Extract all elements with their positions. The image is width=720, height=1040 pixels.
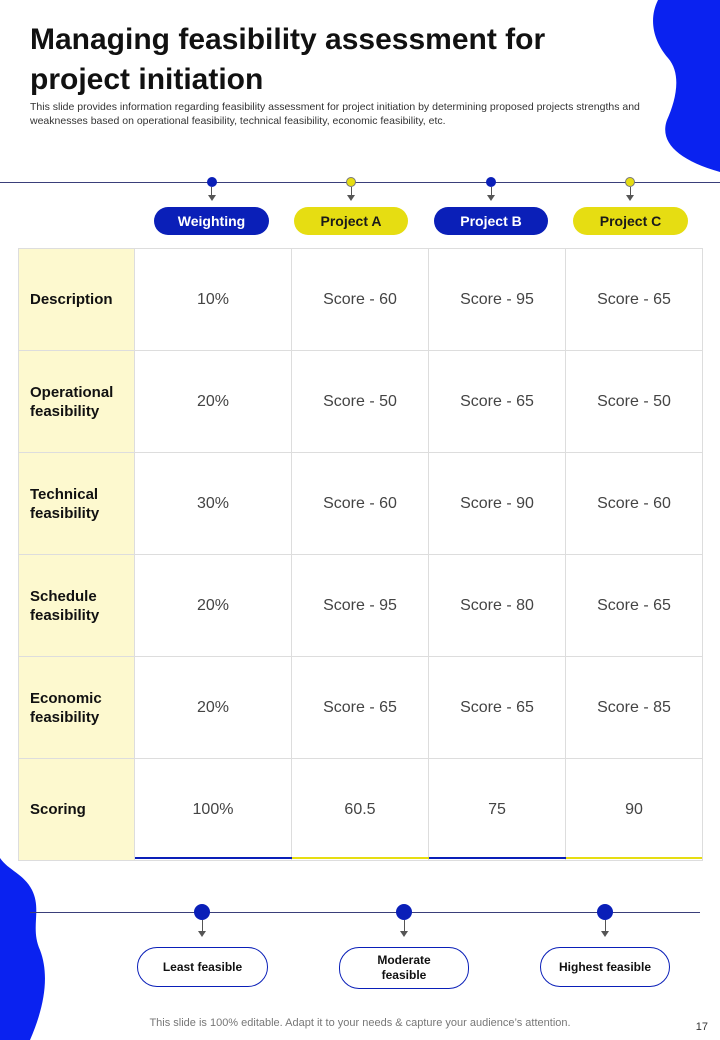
moderate-feasible-marker-dot: [396, 904, 412, 920]
project-c-connector: [630, 187, 631, 195]
project-b-column-underline: [429, 857, 566, 859]
row-label: Operational feasibility: [19, 351, 135, 453]
weighting-column-underline: [135, 857, 292, 859]
project-a-cell: Score - 60: [292, 453, 429, 555]
table-row: [19, 657, 703, 759]
weighting-cell: 30%: [135, 453, 292, 555]
weighting-marker-dot: [207, 177, 217, 187]
project-c-arrow-icon: [626, 195, 634, 201]
row-label: Scoring: [19, 759, 135, 861]
weighting-connector: [211, 187, 212, 195]
legend-highest-feasible: Highest feasible: [540, 947, 670, 987]
project-a-cell: 60.5: [292, 759, 429, 861]
header-project-a: Project A: [294, 207, 408, 235]
project-a-cell: Score - 65: [292, 657, 429, 759]
weighting-cell: 10%: [135, 249, 292, 351]
project-a-cell: Score - 50: [292, 351, 429, 453]
table-row: [19, 555, 703, 657]
top-timeline-line: [0, 182, 720, 183]
project-c-cell: Score - 50: [566, 351, 703, 453]
header-project-b: Project B: [434, 207, 548, 235]
moderate-feasible-connector: [404, 920, 405, 931]
weighting-arrow-icon: [208, 195, 216, 201]
project-b-cell: Score - 95: [429, 249, 566, 351]
page-title: Managing feasibility assessment for project initiation: [30, 23, 546, 96]
feasibility-table: [18, 248, 703, 861]
least-feasible-marker-dot: [194, 904, 210, 920]
row-label: Description: [19, 249, 135, 351]
weighting-cell: 20%: [135, 555, 292, 657]
project-c-cell: Score - 85: [566, 657, 703, 759]
weighting-cell: 20%: [135, 351, 292, 453]
top-right-blob: [650, 0, 720, 172]
legend-least-feasible: Least feasible: [137, 947, 268, 987]
highest-feasible-arrow-icon: [601, 931, 609, 937]
project-b-cell: Score - 65: [429, 351, 566, 453]
project-c-marker-dot: [625, 177, 635, 187]
legend-moderate-feasible: Moderate feasible: [339, 947, 469, 989]
project-a-cell: Score - 95: [292, 555, 429, 657]
project-b-arrow-icon: [487, 195, 495, 201]
bottom-left-blob: [0, 858, 58, 1040]
project-c-column-underline: [566, 857, 702, 859]
page-number: 17: [695, 1021, 708, 1033]
weighting-cell: 100%: [135, 759, 292, 861]
row-label: Schedule feasibility: [19, 555, 135, 657]
header-weighting: Weighting: [154, 207, 269, 235]
project-b-cell: Score - 65: [429, 657, 566, 759]
project-c-cell: Score - 65: [566, 249, 703, 351]
row-label: Economic feasibility: [19, 657, 135, 759]
row-label: Technical feasibility: [19, 453, 135, 555]
project-a-connector: [351, 187, 352, 195]
project-b-cell: Score - 90: [429, 453, 566, 555]
footer-note: This slide is 100% editable. Adapt it to your needs & capture your audience’s attention.: [149, 1017, 571, 1029]
least-feasible-arrow-icon: [198, 931, 206, 937]
project-c-cell: Score - 60: [566, 453, 703, 555]
project-b-cell: Score - 80: [429, 555, 566, 657]
highest-feasible-marker-dot: [597, 904, 613, 920]
highest-feasible-connector: [605, 920, 606, 931]
header-project-c: Project C: [573, 207, 688, 235]
table-row: [19, 351, 703, 453]
table-row: [19, 759, 703, 861]
project-b-connector: [491, 187, 492, 195]
project-c-cell: Score - 65: [566, 555, 703, 657]
moderate-feasible-arrow-icon: [400, 931, 408, 937]
table-row: [19, 249, 703, 351]
project-b-cell: 75: [429, 759, 566, 861]
project-b-marker-dot: [486, 177, 496, 187]
project-a-column-underline: [292, 857, 429, 859]
page-subtitle: This slide provides information regarding feasibility assessment for project initiation by determining proposed projects strengths and weaknesses based on operational feasibility, technical feasibility, economic feasibility, etc.: [30, 101, 640, 127]
project-a-arrow-icon: [347, 195, 355, 201]
least-feasible-connector: [202, 920, 203, 931]
project-a-marker-dot: [346, 177, 356, 187]
weighting-cell: 20%: [135, 657, 292, 759]
project-c-cell: 90: [566, 759, 703, 861]
project-a-cell: Score - 60: [292, 249, 429, 351]
table-row: [19, 453, 703, 555]
